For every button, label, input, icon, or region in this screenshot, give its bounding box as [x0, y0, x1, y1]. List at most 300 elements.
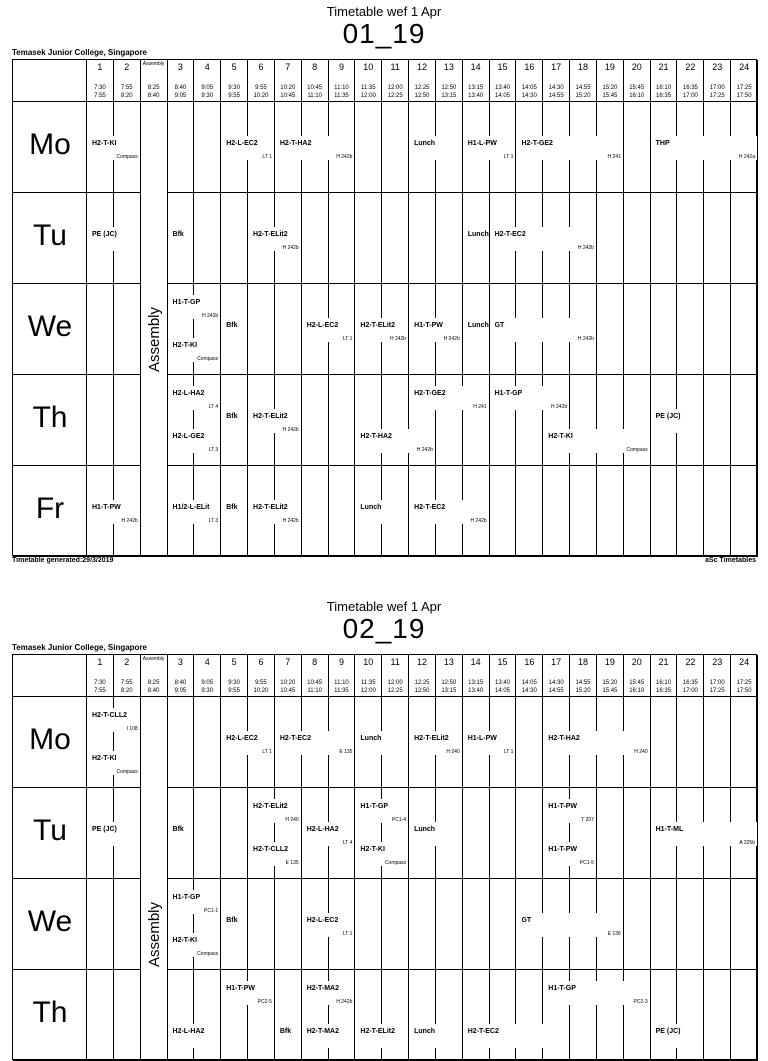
lesson-name: Lunch	[467, 321, 489, 329]
lesson-block	[303, 822, 355, 846]
lesson-name: H2-T-ELit2	[253, 802, 288, 810]
period-number: 11	[390, 657, 400, 667]
day-name: Mo	[29, 723, 71, 756]
lesson-room: LT 1	[342, 930, 353, 937]
period-header	[114, 60, 141, 102]
period-time: 14:55 15:20	[575, 85, 591, 99]
lesson-name: Lunch	[414, 139, 436, 147]
period-time: 7:30 7:55	[94, 85, 106, 99]
lesson-room: LT 3	[208, 517, 219, 524]
slot-cell	[516, 697, 543, 788]
lesson-block	[410, 731, 462, 755]
period-header	[141, 655, 168, 697]
lesson-room: H 242a	[738, 153, 755, 160]
lesson-name: H1-T-GP	[172, 893, 201, 901]
period-header	[329, 60, 356, 102]
slot-cell	[677, 879, 704, 970]
period-header	[409, 60, 436, 102]
period-number: 19	[604, 657, 615, 667]
lesson-name: H1-T-GP	[172, 298, 201, 306]
period-time: 8:40 9:05	[174, 85, 187, 99]
slot-cell	[409, 193, 436, 284]
slot-cell	[597, 788, 624, 879]
lesson-block	[169, 500, 221, 524]
lesson-room: LT 1	[503, 748, 514, 755]
period-header	[194, 655, 221, 697]
period-time: 13:40 14:05	[495, 680, 511, 694]
period-header	[624, 655, 651, 697]
period-header	[731, 60, 758, 102]
period-header	[114, 655, 141, 697]
period-header	[87, 655, 114, 697]
lesson-block	[356, 1024, 408, 1048]
lesson-name: H2-L-EC2	[306, 321, 339, 329]
lesson-name: Bfk	[279, 1027, 292, 1035]
lesson-name: PE (JC)	[92, 230, 117, 238]
slot-cell	[463, 788, 490, 879]
period-number: 16	[524, 62, 535, 72]
lesson-room: LT 1	[503, 153, 514, 160]
period-number: 4	[204, 62, 210, 72]
day-name: Fr	[35, 492, 65, 525]
slot-cell	[624, 879, 651, 970]
timetable-grid	[12, 654, 757, 1060]
day-name: Th	[32, 401, 68, 434]
slot-cell	[731, 697, 758, 788]
lesson-block	[169, 933, 221, 957]
period-number: 15	[497, 657, 508, 667]
period-number: 2	[124, 62, 130, 72]
slot-cell	[221, 788, 248, 879]
period-header	[624, 60, 651, 102]
lesson-block	[249, 842, 301, 866]
lesson-room: PC2-5	[257, 998, 272, 1005]
period-number: 23	[712, 62, 723, 72]
lesson-block	[276, 731, 355, 755]
slot-cell	[168, 697, 195, 788]
period-time: 17:00 17:25	[709, 85, 725, 99]
lesson-block	[169, 1024, 221, 1048]
slot-cell	[731, 970, 758, 1061]
lesson-name: H1-L-PW	[467, 734, 497, 742]
lesson-block	[491, 386, 570, 410]
period-number: 8	[312, 62, 318, 72]
lesson-block	[410, 822, 462, 846]
period-header	[651, 60, 678, 102]
period-number: 24	[739, 657, 750, 667]
lesson-block	[652, 409, 704, 433]
lesson-name: H2-T-EC2	[414, 503, 446, 511]
day-cell	[13, 879, 87, 970]
slot-cell	[651, 284, 678, 375]
slot-cell	[87, 970, 114, 1061]
period-time: 16:35 17:00	[682, 85, 698, 99]
lesson-name: H1-T-PW	[226, 984, 255, 992]
lesson-room: H 242b	[282, 426, 299, 433]
slot-cell	[302, 375, 329, 466]
lesson-room: Compass	[197, 950, 219, 957]
lesson-block	[222, 500, 247, 524]
day-name: Th	[32, 996, 68, 1029]
period-number: 14	[470, 657, 481, 667]
lesson-name: H2-T-ELit2	[360, 1027, 396, 1035]
lesson-room: Compass	[626, 446, 648, 453]
lesson-name: H2-T-CLL2	[92, 711, 127, 719]
lesson-block	[222, 136, 274, 160]
lesson-block	[222, 731, 274, 755]
slot-cell	[436, 879, 463, 970]
period-header	[651, 655, 678, 697]
slot-cell	[302, 193, 329, 284]
period-number: 17	[551, 62, 562, 72]
slot-cell	[87, 284, 114, 375]
period-header	[194, 60, 221, 102]
period-header	[355, 60, 382, 102]
slot-cell	[355, 102, 382, 193]
period-number: 8	[312, 657, 318, 667]
lesson-room: H 240	[446, 748, 460, 755]
period-header	[329, 655, 356, 697]
lesson-block	[464, 136, 516, 160]
class-code-title: 02_19	[342, 613, 426, 644]
lesson-block	[169, 822, 194, 846]
period-header	[543, 60, 570, 102]
period-time: 9:55 10:20	[253, 85, 269, 99]
lesson-block	[652, 1024, 704, 1048]
slot-cell	[624, 193, 651, 284]
slot-cell	[194, 697, 221, 788]
lesson-name: GT	[494, 321, 505, 329]
lesson-name: H2-L-HA2	[172, 1027, 205, 1035]
period-time: 7:30 7:55	[94, 680, 106, 694]
lesson-name: H2-T-HA2	[548, 734, 580, 742]
lesson-name: H2-T-KI	[360, 845, 385, 853]
period-time: 14:30 14:55	[548, 680, 564, 694]
lesson-room: Compass	[116, 153, 138, 160]
period-header	[463, 60, 490, 102]
period-header	[543, 655, 570, 697]
lesson-name: H1-T-PW	[414, 321, 443, 329]
period-number: 12	[416, 657, 427, 667]
period-number: 14	[470, 62, 481, 72]
period-time: 9:30 9:55	[228, 85, 240, 99]
period-time: 15:45 16:10	[629, 85, 645, 99]
lesson-block	[303, 913, 355, 937]
lesson-block	[356, 429, 435, 453]
slot-cell	[248, 284, 275, 375]
period-number: 10	[363, 62, 374, 72]
lesson-block	[652, 822, 757, 846]
period-number: 23	[712, 657, 723, 667]
lesson-block	[464, 731, 516, 755]
lesson-block	[88, 500, 140, 524]
period-number: 5	[231, 62, 237, 72]
slot-cell	[731, 466, 758, 557]
period-time: 14:05 14:30	[521, 680, 537, 694]
lesson-block	[88, 751, 140, 775]
lesson-room: H 242b	[577, 335, 594, 342]
lesson-name: PE (JC)	[655, 412, 681, 420]
slot-cell	[516, 466, 543, 557]
day-cell	[13, 788, 87, 879]
period-number: 13	[443, 657, 454, 667]
lesson-name: H2-T-KI	[172, 936, 198, 944]
lesson-name: GT	[521, 916, 532, 924]
period-number: 21	[658, 62, 669, 72]
day-cell	[13, 102, 87, 193]
slot-cell	[463, 879, 490, 970]
slot-cell	[704, 970, 731, 1061]
lesson-name: H2-T-KI	[92, 754, 117, 762]
period-header	[570, 60, 597, 102]
slot-cell	[382, 879, 409, 970]
period-time: 17:00 17:25	[709, 680, 725, 694]
period-time: 16:35 17:00	[682, 680, 698, 694]
period-time: 7:55 8:20	[120, 680, 133, 694]
period-time: 12:50 13:15	[441, 85, 457, 99]
lesson-name: Bfk	[226, 503, 238, 511]
lesson-block	[410, 318, 462, 342]
lesson-block	[410, 386, 489, 410]
lesson-name: H1-T-GP	[494, 389, 523, 397]
lesson-block	[652, 136, 757, 160]
period-header	[382, 655, 409, 697]
slot-cell	[677, 284, 704, 375]
slot-cell	[704, 879, 731, 970]
slot-cell	[114, 970, 141, 1061]
grid-corner	[13, 60, 87, 102]
lesson-name: H1-L-PW	[467, 139, 497, 147]
lesson-name: H2-T-HA2	[279, 139, 312, 147]
period-header	[731, 655, 758, 697]
lesson-room: LT 4	[342, 839, 353, 846]
day-cell	[13, 375, 87, 466]
day-cell	[13, 970, 87, 1061]
period-time: 8:25 8:40	[147, 85, 160, 99]
lesson-room: H 242b	[443, 335, 460, 342]
lesson-block	[169, 386, 221, 410]
slot-cell	[731, 375, 758, 466]
slot-cell	[168, 102, 195, 193]
period-time: 9:05 9:30	[201, 85, 214, 99]
lesson-block	[410, 136, 462, 160]
lesson-block	[169, 890, 221, 914]
lesson-name: H1/2-L-ELit	[172, 503, 210, 511]
lesson-name: Bfk	[226, 412, 238, 420]
day-cell	[13, 466, 87, 557]
period-number: 6	[258, 62, 264, 72]
slot-cell	[114, 284, 141, 375]
slot-cell	[409, 879, 436, 970]
period-header	[248, 655, 275, 697]
slot-cell	[597, 466, 624, 557]
period-number: 20	[631, 62, 642, 72]
slot-cell	[194, 102, 221, 193]
period-time: 12:25 12:50	[414, 680, 430, 694]
lesson-block	[222, 981, 274, 1005]
slot-cell	[677, 193, 704, 284]
period-time: 14:55 15:20	[575, 680, 591, 694]
lesson-block	[249, 799, 301, 823]
lesson-name: H2-L-EC2	[226, 734, 258, 742]
generated-note: Timetable generated:29/3/2019	[12, 557, 114, 564]
slot-cell	[87, 879, 114, 970]
slot-cell	[597, 284, 624, 375]
lesson-room: H 240	[634, 748, 648, 755]
period-number: 9	[338, 62, 344, 72]
lesson-block	[464, 227, 489, 251]
period-time: 7:55 8:20	[120, 85, 133, 99]
slot-cell	[704, 466, 731, 557]
slot-cell	[221, 193, 248, 284]
lesson-room: H 242b	[282, 517, 299, 524]
slot-cell	[624, 102, 651, 193]
lesson-room: H 242b	[282, 244, 299, 251]
lesson-block	[517, 136, 622, 160]
period-number: 6	[258, 657, 264, 667]
slot-cell	[382, 102, 409, 193]
slot-cell	[114, 879, 141, 970]
lesson-name: H2-T-EC2	[494, 230, 526, 238]
class-code-title: 01_19	[342, 18, 426, 49]
lesson-name: H2-T-CLL2	[253, 845, 289, 853]
lesson-name: H2-L-EC2	[306, 916, 339, 924]
period-time: 15:20 15:45	[602, 680, 618, 694]
assembly-label: Assembly	[145, 306, 163, 372]
lesson-room: H 242b	[577, 244, 594, 251]
lesson-name: H1-T-GP	[548, 984, 576, 992]
period-number: 16	[524, 657, 535, 667]
period-time: 14:30 14:55	[548, 85, 564, 99]
slot-cell	[677, 466, 704, 557]
period-number: 13	[443, 62, 454, 72]
slot-cell	[731, 284, 758, 375]
slot-cell	[490, 879, 517, 970]
assembly-label: Assembly	[145, 901, 163, 967]
lesson-block	[491, 227, 596, 251]
slot-cell	[731, 879, 758, 970]
lesson-block	[276, 136, 355, 160]
slot-cell	[114, 375, 141, 466]
lesson-room: E 135	[339, 748, 353, 755]
lesson-name: Bfk	[172, 230, 184, 238]
slot-cell	[704, 697, 731, 788]
period-time: 11:35 12:00	[360, 85, 376, 99]
school-name: Temasek Junior College, Singapore	[12, 48, 147, 57]
period-number: 9	[338, 657, 344, 667]
lesson-room: H 242b	[416, 446, 433, 453]
period-header	[436, 60, 463, 102]
period-number: 5	[231, 657, 237, 667]
period-number: 22	[685, 62, 696, 72]
period-header	[597, 655, 624, 697]
lesson-block	[169, 227, 194, 251]
lesson-room: H 242b	[121, 517, 138, 524]
lesson-name: Bfk	[226, 321, 238, 329]
lesson-block	[303, 1024, 355, 1048]
lesson-name: H2-T-HA2	[360, 432, 392, 440]
slot-cell	[329, 466, 356, 557]
period-header	[382, 60, 409, 102]
slot-cell	[329, 193, 356, 284]
lesson-block	[276, 1024, 301, 1048]
slot-cell	[704, 375, 731, 466]
slot-cell	[731, 193, 758, 284]
period-header	[704, 60, 731, 102]
period-time: 12:50 13:15	[441, 680, 457, 694]
lesson-block	[491, 318, 596, 342]
period-time: 11:10 11:35	[334, 85, 349, 99]
lesson-name: H2-L-GE2	[172, 432, 205, 440]
lesson-block	[222, 318, 247, 342]
lesson-room: T 207	[581, 816, 594, 823]
day-cell	[13, 193, 87, 284]
slot-cell	[436, 193, 463, 284]
day-name: We	[27, 310, 73, 343]
lesson-name: Lunch	[360, 734, 382, 742]
lesson-name: H2-L-HA2	[306, 825, 339, 833]
slot-cell	[651, 193, 678, 284]
period-time: 13:15 13:40	[468, 85, 484, 99]
lesson-room: H 242b	[336, 153, 353, 160]
slot-cell	[677, 697, 704, 788]
lesson-name: Lunch	[467, 230, 489, 238]
period-header	[677, 60, 704, 102]
period-number: 20	[631, 657, 642, 667]
lesson-block	[249, 409, 301, 433]
period-time: 10:45 11:10	[307, 85, 323, 99]
lesson-room: E 135	[285, 859, 299, 866]
period-header	[275, 655, 302, 697]
period-header	[704, 655, 731, 697]
lesson-name: PE (JC)	[655, 1027, 681, 1035]
timetable-grid	[12, 59, 757, 556]
period-number: 7	[285, 62, 291, 72]
lesson-name: Lunch	[360, 503, 382, 511]
lesson-room: Compass	[197, 355, 219, 362]
lesson-name: H2-T-KI	[172, 341, 198, 349]
lesson-name: Bfk	[172, 825, 184, 833]
period-number: 10	[363, 657, 374, 667]
lesson-block	[544, 799, 596, 823]
lesson-block	[303, 318, 355, 342]
lesson-room: H 240	[285, 816, 299, 823]
lesson-block	[517, 913, 622, 937]
period-number: 18	[578, 657, 589, 667]
period-header	[355, 655, 382, 697]
period-number: 3	[177, 62, 183, 72]
lesson-block	[249, 500, 301, 524]
lesson-name: H2-T-MA2	[306, 1027, 339, 1035]
slot-cell	[248, 879, 275, 970]
lesson-room: H 242b	[550, 403, 568, 410]
slot-cell	[624, 466, 651, 557]
period-header	[490, 655, 517, 697]
lesson-name: Lunch	[414, 1027, 436, 1035]
period-header	[87, 60, 114, 102]
period-header	[436, 655, 463, 697]
period-number: 24	[739, 62, 750, 72]
lesson-room: LT 4	[208, 403, 219, 410]
period-time: 10:45 11:10	[307, 680, 323, 694]
lesson-block	[544, 731, 649, 755]
period-time: 11:35 12:00	[360, 680, 376, 694]
lesson-room: H 242b	[202, 312, 219, 319]
lesson-room: Compass	[116, 768, 138, 775]
period-header	[302, 60, 329, 102]
lesson-name: H1-T-PW	[92, 503, 121, 511]
lesson-room: LT 1	[262, 153, 272, 160]
